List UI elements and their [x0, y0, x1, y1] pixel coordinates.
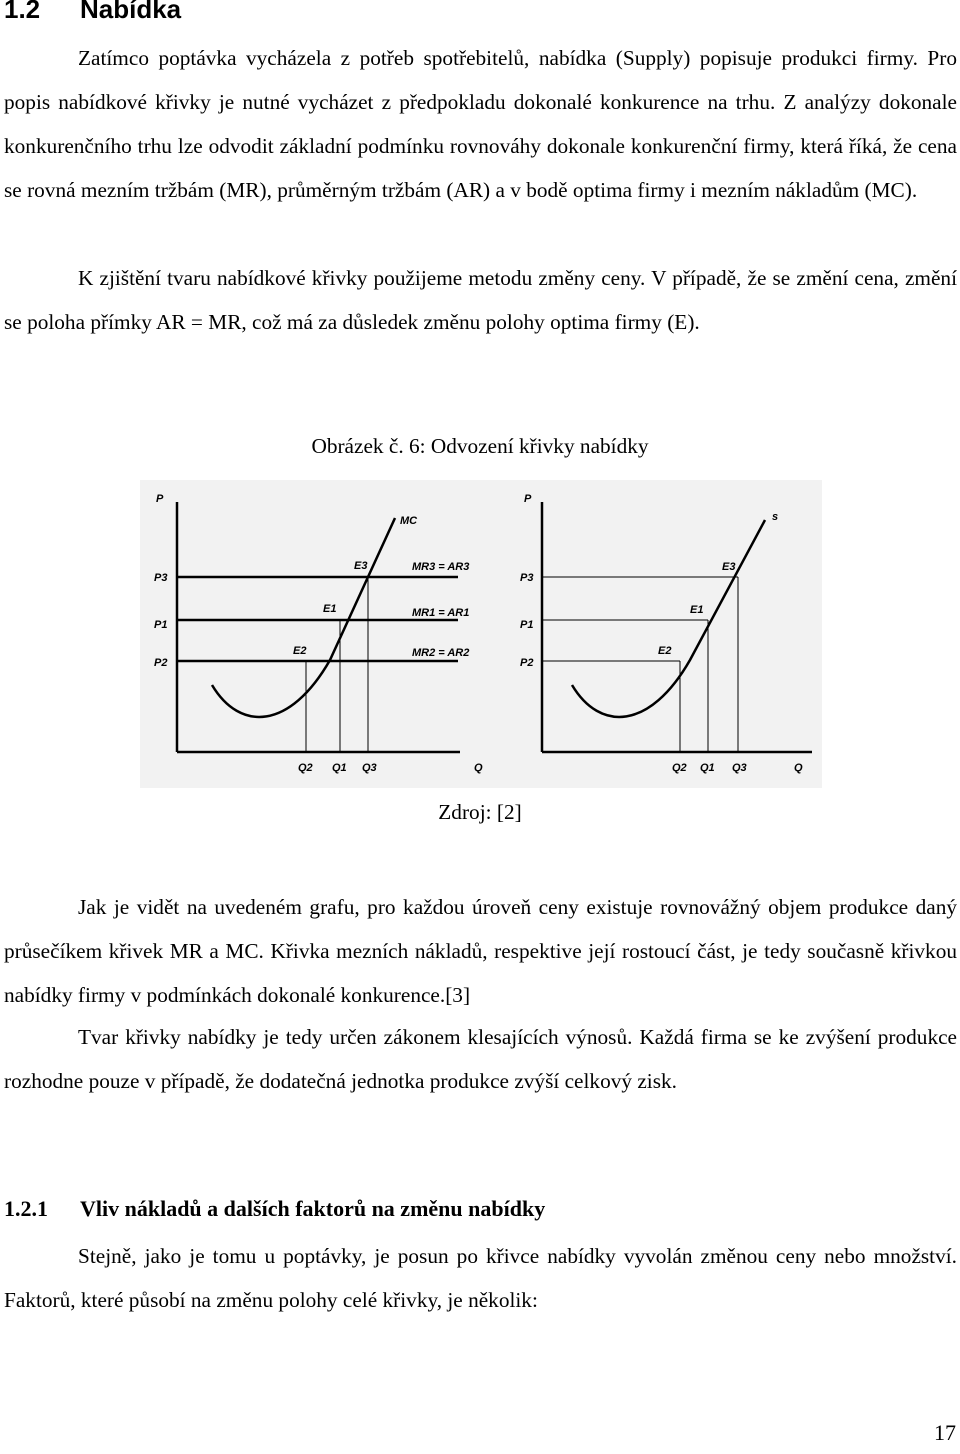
right-p1-label: P1 [520, 619, 534, 631]
right-e2-label: E2 [658, 645, 672, 657]
page-number: 17 [934, 1420, 956, 1445]
figure-caption: Obrázek č. 6: Odvození křivky nabídky [311, 434, 649, 458]
supply-curve-figure [140, 480, 822, 788]
paragraph-graph-explanation: Jak je vidět na uvedeném grafu, pro každou úroveň ceny existuje rovnovážný objem produkce daný průsečíkem křivek MR a MC. Křivka mezních nákladů, respektive její rostoucí část, je tedy současně křivkou nabídky firmy v podmínkách dokonalé konkurence.[3] [4, 895, 957, 1007]
section-heading [4, 0, 181, 25]
subsection-title: Vliv nákladů a dalších faktorů na změnu nabídky [80, 1196, 546, 1221]
left-mc-label: MC [400, 515, 418, 527]
left-mr1-label: MR1 = AR1 [412, 607, 470, 619]
right-p3-label: P3 [520, 572, 534, 584]
right-q1-label: Q1 [700, 762, 715, 774]
left-p3-label: P3 [154, 572, 168, 584]
paragraph-factors: Stejně, jako je tomu u poptávky, je posun po křivce nabídky vyvolán změnou ceny nebo množství. Faktorů, které působí na změnu polohy celé křivky, je několik: [4, 1244, 957, 1312]
section-number: 1.2 [4, 0, 41, 24]
left-e1-label: E1 [323, 603, 337, 615]
right-s-label: s [772, 511, 779, 523]
right-p2-label: P2 [520, 657, 534, 669]
left-q3-label: Q3 [362, 762, 377, 774]
right-q3-label: Q3 [732, 762, 747, 774]
figure-source: Zdroj: [2] [438, 800, 522, 824]
right-e1-label: E1 [690, 604, 704, 616]
left-e3-label: E3 [354, 560, 368, 572]
right-p-axis-label: P [524, 493, 532, 505]
right-e3-label: E3 [722, 561, 736, 573]
left-p-axis-label: P [156, 493, 164, 505]
left-mr2-label: MR2 = AR2 [412, 647, 470, 659]
left-q1-label: Q1 [332, 762, 347, 774]
subsection-heading [4, 1196, 545, 1222]
section-title: Nabídka [80, 0, 182, 24]
left-p1-label: P1 [154, 619, 168, 631]
left-q-axis-label: Q [474, 762, 483, 774]
right-q2-label: Q2 [672, 762, 687, 774]
subsection-number: 1.2.1 [4, 1196, 48, 1221]
left-p2-label: P2 [154, 657, 168, 669]
left-q2-label: Q2 [298, 762, 313, 774]
supply-curve-diagram [140, 480, 822, 788]
paragraph-diminishing-returns: Tvar křivky nabídky je tedy určen zákonem klesajících výnosů. Každá firma se ke zvýšení produkce rozhodne pouze v případě, že dodatečná jednotka produkce zvýší celkový zisk. [4, 1025, 957, 1093]
right-q-axis-label: Q [794, 762, 803, 774]
left-e2-label: E2 [293, 645, 307, 657]
left-mr3-label: MR3 = AR3 [412, 561, 470, 573]
paragraph-intro: Zatímco poptávka vycházela z potřeb spotřebitelů, nabídka (Supply) popisuje produkci firmy. Pro popis nabídkové křivky je nutné vycházet z předpokladu dokonalé konkurence na trhu. Z analýzy dokonale konkurenčního trhu lze odvodit základní podmínku rovnováhy dokonale konkurenční firmy, která říká, že cena se rovná mezním tržbám (MR), průměrným tržbám (AR) a v bodě optima firmy i mezním nákladům (MC). [4, 46, 957, 202]
paragraph-method: K zjištění tvaru nabídkové křivky použijeme metodu změny ceny. V případě, že se změní cena, změní se poloha přímky AR = MR, což má za důsledek změnu polohy optima firmy (E). [4, 266, 957, 334]
